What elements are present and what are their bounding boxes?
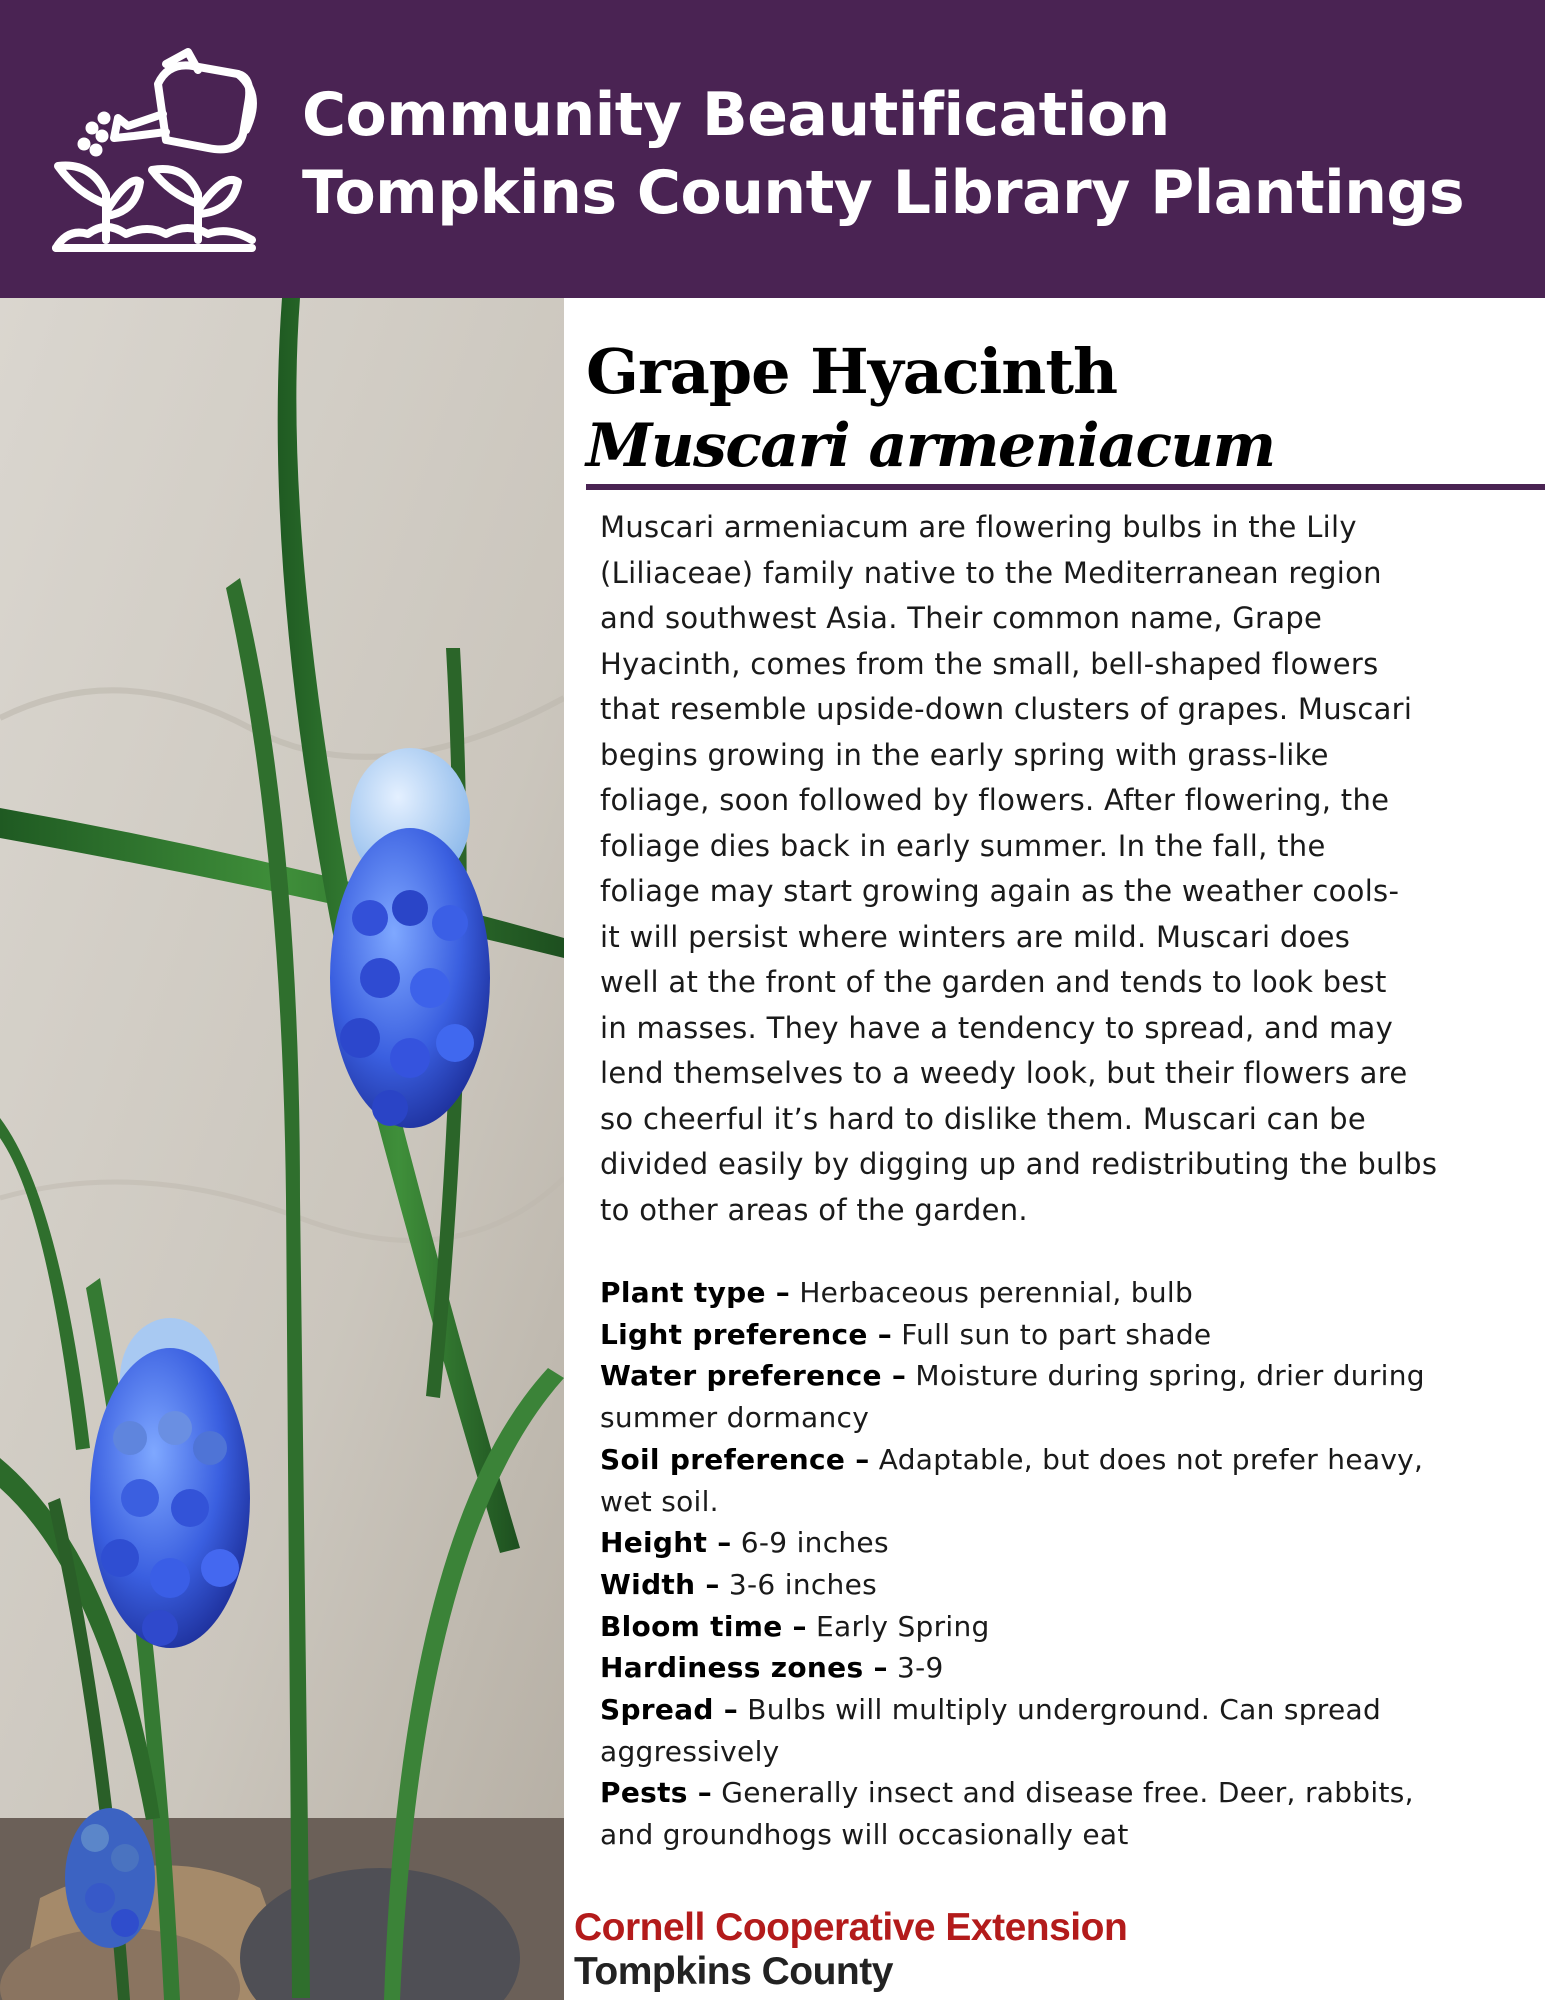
header-title: [302, 76, 1464, 232]
property-hardiness-zones: [600, 1647, 1530, 1689]
property-label: Soil preference –: [600, 1442, 870, 1476]
description-line: that resemble upside-down clusters of grapes. Muscari: [600, 692, 1413, 726]
description-line: Muscari armeniacum are flowering bulbs in the Lily: [600, 510, 1357, 544]
description-line: Hyacinth, comes from the small, bell-shaped flowers: [600, 646, 1379, 681]
description-line: so cheerful it’s hard to dislike them. Muscari can be: [600, 1101, 1367, 1136]
description-line: foliage dies back in early summer. In the fall, the: [600, 828, 1326, 863]
header-title-line1: Community Beautification: [302, 80, 1170, 150]
property-spread: [600, 1689, 1530, 1731]
property-value: Adaptable, but does not prefer heavy,: [878, 1442, 1424, 1476]
property-water-preference: [600, 1355, 1530, 1397]
property-value: summer dormancy: [600, 1401, 870, 1435]
description-line: (Liliaceae) family native to the Mediterranean region: [600, 555, 1382, 590]
description-line: to other areas of the garden.: [600, 1192, 1028, 1227]
property-light-preference: [600, 1314, 1530, 1356]
plant-properties: [600, 1272, 1530, 1856]
description-line: well at the front of the garden and tends to look best: [600, 965, 1387, 999]
property-value: 6-9 inches: [740, 1526, 889, 1560]
footer-county-name: Tompkins County: [574, 1950, 893, 1993]
title-divider: [586, 484, 1545, 490]
grape-hyacinth-photo: [0, 298, 564, 2000]
property-plant-type: [600, 1272, 1530, 1314]
description-line: foliage, soon followed by flowers. After flowering, the: [600, 783, 1390, 817]
description-line: lend themselves to a weedy look, but their flowers are: [600, 1056, 1408, 1090]
property-value: Full sun to part shade: [901, 1317, 1212, 1351]
property-value: Bulbs will multiply underground. Can spread: [747, 1693, 1382, 1727]
property-value: aggressively: [600, 1734, 780, 1768]
property-value: 3-9: [896, 1651, 944, 1685]
property-height: [600, 1522, 1530, 1564]
property-bloom-time: [600, 1606, 1530, 1648]
footer-org-name: Cornell Cooperative Extension: [574, 1906, 1128, 1949]
property-value: Moisture during spring, drier during: [915, 1359, 1425, 1393]
property-spread-cont: [600, 1731, 1530, 1773]
property-value: Early Spring: [816, 1609, 990, 1643]
property-label: Water preference –: [600, 1359, 907, 1393]
property-label: Pests –: [600, 1776, 713, 1810]
description-line: in masses. They have a tendency to spread, and may: [600, 1010, 1394, 1045]
property-label: Spread –: [600, 1693, 739, 1727]
property-label: Hardiness zones –: [600, 1651, 888, 1685]
property-label: Bloom time –: [600, 1609, 807, 1643]
header-title-line2: Tompkins County Library Plantings: [302, 158, 1465, 228]
flower-cluster-top: [330, 748, 490, 1128]
grape-hyacinth-illustration: [0, 298, 564, 2000]
property-pests: [600, 1772, 1530, 1814]
property-width: [600, 1564, 1530, 1606]
property-water-preference-cont: [600, 1397, 1530, 1439]
property-label: Height –: [600, 1526, 732, 1560]
property-pests-cont: [600, 1814, 1530, 1856]
property-soil-preference-cont: [600, 1481, 1530, 1523]
property-label: Width –: [600, 1567, 720, 1601]
description-line: it will persist where winters are mild. Muscari does: [600, 919, 1351, 954]
property-value: and groundhogs will occasionally eat: [600, 1818, 1129, 1852]
plant-scientific-name: Muscari armeniacum: [586, 411, 1275, 481]
description-line: and southwest Asia. Their common name, Grape: [600, 601, 1323, 635]
header-banner: [0, 0, 1545, 298]
property-value: Generally insect and disease free. Deer, rabbits,: [721, 1776, 1414, 1810]
property-label: Light preference –: [600, 1317, 893, 1351]
description-line: divided easily by digging up and redistributing the bulbs: [600, 1147, 1438, 1181]
property-value: 3-6 inches: [728, 1567, 878, 1601]
flower-cluster-bottom: [65, 1808, 155, 1948]
description-line: foliage may start growing again as the weather cools-: [600, 874, 1400, 908]
plant-common-name: Grape Hyacinth: [586, 335, 1118, 408]
property-value: wet soil.: [600, 1484, 719, 1518]
description-line: begins growing in the early spring with grass-like: [600, 737, 1329, 772]
plant-description: [600, 505, 1530, 1233]
watering-can-seedlings-icon: [48, 44, 260, 254]
property-soil-preference: [600, 1439, 1530, 1481]
property-label: Plant type –: [600, 1276, 791, 1309]
property-value: Herbaceous perennial, bulb: [799, 1276, 1194, 1309]
